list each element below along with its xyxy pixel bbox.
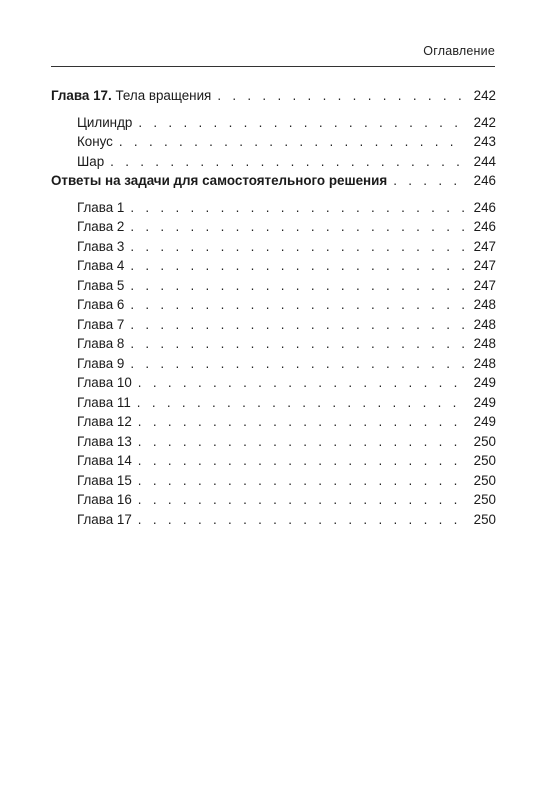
toc-entry-answer-chapter[interactable] (51, 373, 496, 393)
toc-entry-answer-chapter[interactable] (51, 334, 496, 354)
page-number: 247 (473, 277, 496, 293)
answer-chapter-label: Глава 12 (77, 414, 132, 429)
page-number: 250 (473, 433, 496, 449)
dot-leader (138, 510, 466, 530)
dot-leader (130, 237, 466, 257)
toc-entry-answer-chapter[interactable] (51, 237, 496, 257)
answer-chapter-label: Глава 7 (77, 316, 125, 332)
answer-chapter-label: Глава 16 (77, 492, 132, 507)
section-title: Шар (77, 153, 105, 169)
dot-leader (138, 373, 466, 393)
section-title: Конус (77, 134, 113, 149)
answer-chapter-label: Глава 9 (77, 355, 125, 371)
page-number: 246 (473, 199, 496, 215)
answer-chapter-label: Глава 8 (77, 336, 125, 351)
toc-entry-answer-chapter[interactable] (51, 315, 496, 335)
page-number: 250 (473, 492, 496, 507)
dot-leader (130, 217, 466, 237)
page-number: 250 (473, 511, 496, 527)
answers-title: Ответы на задачи для самостоятельного решения (51, 173, 388, 188)
page-number: 248 (473, 336, 496, 351)
dot-leader (130, 334, 466, 354)
dot-leader (138, 471, 466, 491)
answer-chapter-label: Глава 4 (77, 258, 125, 273)
dot-leader (130, 276, 466, 296)
page-number: 242 (473, 88, 496, 103)
running-head-title: Оглавление (423, 44, 495, 58)
page-number: 247 (473, 258, 496, 273)
page-number: 246 (473, 219, 496, 234)
toc-entry-answer-chapter[interactable] (51, 412, 496, 432)
dot-leader (130, 315, 466, 335)
toc-entry-answer-chapter[interactable] (51, 471, 496, 491)
dot-leader (137, 393, 466, 413)
page-number: 250 (473, 472, 496, 488)
toc-entry-section[interactable] (51, 132, 496, 152)
dot-leader (130, 295, 466, 315)
toc-entry-label (51, 86, 217, 106)
page-number: 250 (473, 453, 496, 468)
dot-leader (110, 152, 466, 172)
page-number: 242 (473, 114, 496, 130)
dot-leader (138, 432, 466, 452)
page-number: 249 (473, 375, 496, 390)
table-of-contents (51, 86, 496, 529)
chapter-number: Глава 17. (51, 88, 112, 103)
answer-chapter-label: Глава 6 (77, 297, 125, 312)
toc-entry-answer-chapter[interactable] (51, 217, 496, 237)
toc-entry-answer-chapter[interactable] (51, 490, 496, 510)
answer-chapter-label: Глава 11 (77, 394, 131, 410)
answer-chapter-label: Глава 13 (77, 433, 132, 449)
dot-leader (138, 113, 466, 133)
dot-leader (130, 198, 466, 218)
dot-leader (130, 354, 466, 374)
toc-entry-section[interactable] (51, 113, 496, 133)
page-number: 249 (473, 394, 496, 410)
chapter-title: Тела вращения (115, 88, 212, 103)
toc-entry-answer-chapter[interactable] (51, 198, 496, 218)
toc-entry-chapter-17[interactable] (51, 86, 496, 106)
toc-entry-answer-chapter[interactable] (51, 354, 496, 374)
toc-entry-answer-chapter[interactable] (51, 451, 496, 471)
toc-entry-section[interactable] (51, 152, 496, 172)
answer-chapter-label: Глава 5 (77, 277, 125, 293)
page-number: 248 (473, 316, 496, 332)
dot-leader (130, 256, 466, 276)
answer-chapter-label: Глава 15 (77, 472, 132, 488)
answer-chapter-label: Глава 17 (77, 511, 132, 527)
page-number: 248 (473, 355, 496, 371)
dot-leader (138, 451, 466, 471)
dot-leader (138, 412, 466, 432)
header-rule (51, 66, 495, 67)
answer-chapter-label: Глава 10 (77, 375, 132, 390)
page-number: 246 (473, 173, 496, 188)
answer-chapter-label: Глава 3 (77, 238, 125, 254)
section-title: Цилиндр (77, 114, 133, 130)
toc-entry-answer-chapter[interactable] (51, 276, 496, 296)
dot-leader (393, 171, 466, 191)
page-number: 244 (473, 153, 496, 169)
dot-leader (138, 490, 466, 510)
answer-chapter-label: Глава 2 (77, 219, 125, 234)
dot-leader (217, 86, 466, 106)
page-number: 247 (473, 238, 496, 254)
dot-leader (119, 132, 466, 152)
toc-entry-answer-chapter[interactable] (51, 432, 496, 452)
answer-chapter-label: Глава 1 (77, 199, 125, 215)
page-number: 243 (473, 134, 496, 149)
toc-entry-answer-chapter[interactable] (51, 393, 496, 413)
toc-entry-answer-chapter[interactable] (51, 510, 496, 530)
toc-entry-answers[interactable] (51, 171, 496, 191)
page-number: 249 (473, 414, 496, 429)
answer-chapter-label: Глава 14 (77, 453, 132, 468)
page-number: 248 (473, 297, 496, 312)
toc-entry-answer-chapter[interactable] (51, 295, 496, 315)
toc-entry-answer-chapter[interactable] (51, 256, 496, 276)
